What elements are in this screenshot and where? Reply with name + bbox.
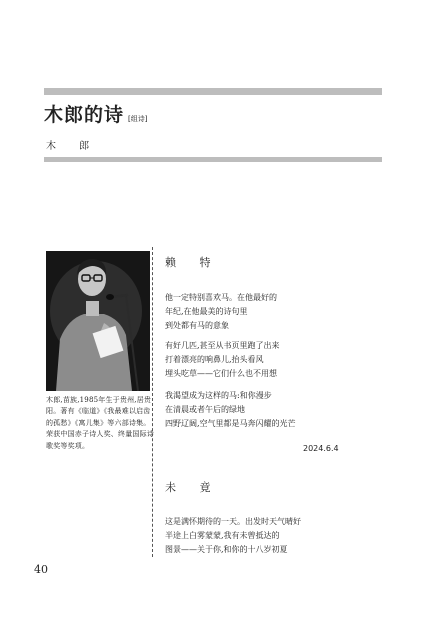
author-portrait-image xyxy=(46,251,150,391)
poem-title: 赖 特 xyxy=(165,256,221,269)
title-tag: [组诗] xyxy=(128,115,148,123)
poem-line: 到处都有马的意象 xyxy=(165,321,229,331)
author-bio: 木郎,苗族,1985年生于贵州,居贵阳。著有《临道》《我最难以启齿的孤愁》《寓儿集》等六部诗集。荣获中国赤子诗人奖、终量国际诗歌奖等奖项。 xyxy=(46,396,154,450)
poem-stanza xyxy=(165,515,301,558)
poem-line: 年纪,在他最美的诗句里 xyxy=(165,307,248,317)
poem-stanza xyxy=(165,389,296,432)
poem-line: 我渴望成为这样的马:和你漫步 xyxy=(165,391,272,400)
author-name: 木 郎 xyxy=(46,141,100,152)
poem-line: 四野辽阔,空气里都是马奔闪耀的光芒 xyxy=(165,419,296,429)
poem-stanza xyxy=(165,339,280,382)
column-divider xyxy=(152,247,153,557)
page-title: 木郎的诗 xyxy=(44,104,125,126)
poem-line: 在清晨或者午后的绿地 xyxy=(165,405,245,415)
poem-line: 图景——关于你,和你的十八岁初夏 xyxy=(165,545,288,555)
author-photo xyxy=(46,251,150,391)
poem-line: 埋头吃草——它们什么也不用想 xyxy=(165,369,277,379)
poem-date: 2024.6.4 xyxy=(303,444,339,453)
header-rule-top xyxy=(44,88,382,95)
poem-line: 这是满怀期待的一天。出发时天气晴好 xyxy=(165,517,301,526)
poem-line: 有好几匹,甚至从书页里跑了出来 xyxy=(165,341,280,350)
page-number: 40 xyxy=(34,563,48,576)
header-rule-bottom xyxy=(44,157,382,162)
poem-line: 打着漂亮的响鼻儿,抬头看风 xyxy=(165,355,264,365)
poem-title: 未 竟 xyxy=(165,481,221,494)
poem-stanza xyxy=(165,291,277,334)
poem-line: 他一定特别喜欢马。在他最好的 xyxy=(165,293,277,302)
title-row xyxy=(44,100,147,127)
poem-line: 半途上白雾蒙蒙,我有未曾抵达的 xyxy=(165,531,280,541)
